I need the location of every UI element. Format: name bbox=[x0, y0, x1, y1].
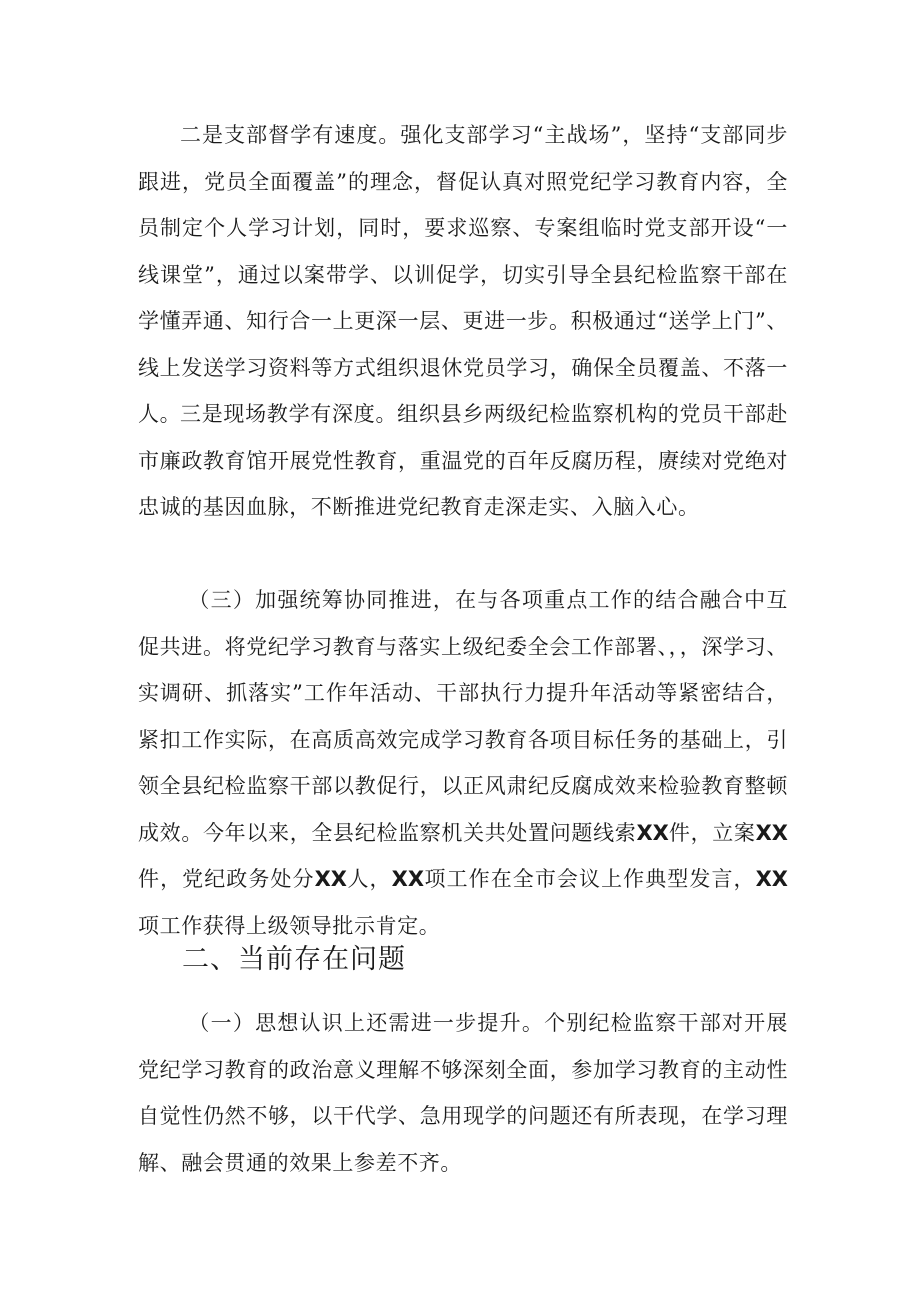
paragraph-coordination bbox=[138, 577, 788, 949]
section-heading-current-problems: 二、当前存在问题 bbox=[182, 944, 406, 975]
paragraph-coordination-text-b: 件，立案 bbox=[668, 820, 756, 845]
paragraph-coordination-text-f: 项工作获得上级领导批示肯定。 bbox=[138, 913, 441, 938]
paragraph-coordination-text-a: （三）加强统筹协同推进，在与各项重点工作的结合融合中互促共进。将党纪学习教育与落实上级纪委全会工作部署、，，深学习、实调研、抓落实”工作年活动、干部执行力提升年活动等紧密结合，紧扣工作实际，在高质高效完成学习教育各项目标任务的基础上，引领全县纪检监察干部以教促行，以正风肃纪反腐成效来检验教育整顿成效。今年以来，全县纪检监察机关共处置问题线索 bbox=[138, 588, 788, 845]
paragraph-branch-supervision: 二是支部督学有速度。强化支部学习“主战场”，坚持“支部同步跟进，党员全面覆盖”的理念，督促认真对照党纪学习教育内容，全员制定个人学习计划，同时，要求巡察、专案组临时党支部开设“一线课堂”，通过以案带学、以训促学，切实引导全县纪检监察干部在学懂弄通、知行合一上更深一层、更进一步。积极通过“送学上门”、线上发送学习资料等方式组织退休党员学习，确保全员覆盖、不落一人。 bbox=[138, 123, 788, 426]
placeholder-count-cases: XX bbox=[755, 820, 788, 845]
paragraph-coordination-text-c: 件，党纪政务处分 bbox=[138, 867, 315, 891]
paragraph-onsite-teaching: 三是现场教学有深度。组织县乡两级纪检监察机构的党员干部赴市廉政教育馆开展党性教育，重温党的百年反腐历程，赓续对党绝对忠诚的基因血脉，不断推进党纪教育走深走实、入脑入心。 bbox=[138, 402, 788, 519]
placeholder-count-approvals: XX bbox=[755, 867, 788, 891]
paragraph-coordination-text-d: 人， bbox=[347, 867, 392, 891]
placeholder-count-clues: XX bbox=[636, 820, 669, 845]
placeholder-count-punished: XX bbox=[314, 867, 347, 891]
placeholder-count-speeches: XX bbox=[391, 867, 425, 891]
paragraph-awareness-problem: （一）思想认识上还需进一步提升。个别纪检监察干部对开展党纪学习教育的政治意义理解不够深刻全面，参加学习教育的主动性自觉性仍然不够，以干代学、急用现学的问题还有所表现，在学习理解、融会贯通的效果上参差不齐。 bbox=[138, 1011, 788, 1175]
paragraph-coordination-text-e: 项工作在全市会议上作典型发言， bbox=[424, 867, 756, 891]
